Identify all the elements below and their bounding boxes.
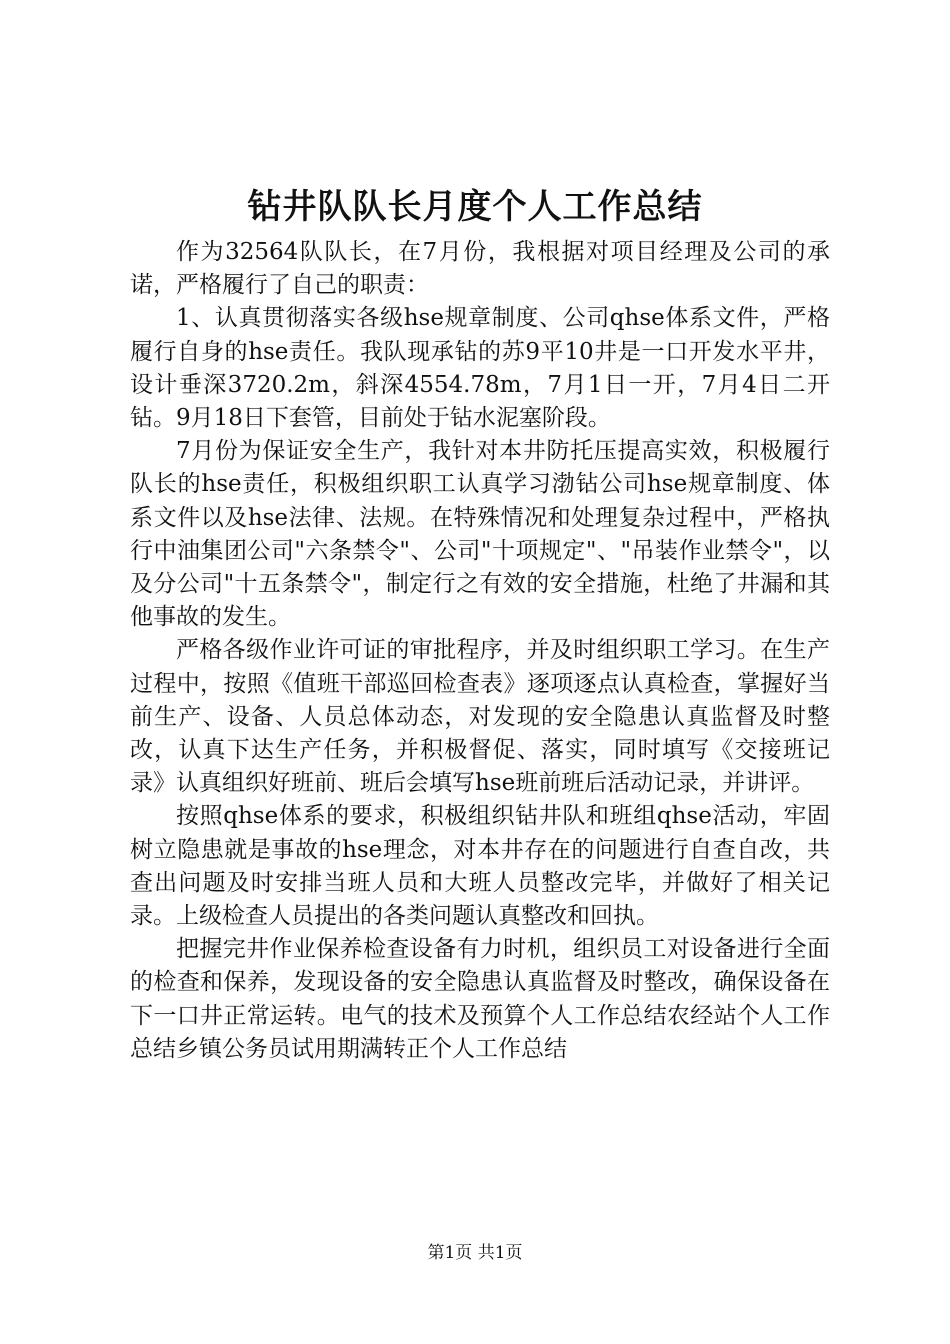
- document-body: [130, 236, 830, 1066]
- paragraph-intro: 作为32564队队长，在7月份，我根据对项目经理及公司的承诺，严格履行了自己的职责：: [130, 239, 830, 299]
- paragraph-hse-duties: 1、认真贯彻落实各级hse规章制度、公司qhse体系文件，严格履行自身的hse责任。我队现承钻的苏9平10井是一口开发水平井，设计垂深3720.2m，斜深4554.78m，7月1日一开，7月4日二开钻。9月18日下套管，目前处于钻水泥塞阶段。: [130, 305, 830, 432]
- page-number-footer: 第1页 共1页: [427, 1243, 523, 1263]
- paragraph-equipment-maintenance: 把握完井作业保养检查设备有力时机，组织员工对设备进行全面的检查和保养，发现设备的安全隐患认真监督及时整改，确保设备在下一口井正常运转。电气的技术及预算个人工作总结农经站个人工作总结乡镇公务员试用期满转正个人工作总结: [130, 936, 830, 1062]
- paragraph-safety-production: 7月份为保证安全生产，我针对本井防托压提高实效，积极履行队长的hse责任，积极组织职工认真学习渤钻公司hse规章制度、体系文件以及hse法律、法规。在特殊情况和处理复杂过程中，严格执行中油集团公司"六条禁令"、公司"十项规定"、"吊装作业禁令"，以及分公司"十五条禁令"，制定行之有效的安全措施，杜绝了井漏和其他事故的发生。: [130, 438, 830, 631]
- document-title: 钻井队队长月度个人工作总结: [247, 187, 703, 227]
- paragraph-qhse-activities: 按照qhse体系的要求，积极组织钻井队和班组qhse活动，牢固树立隐患就是事故的hse理念，对本井存在的问题进行自查自改，共查出问题及时安排当班人员和大班人员整改完毕，并做好了相关记录。上级检查人员提出的各类问题认真整改和回执。: [130, 803, 830, 930]
- paragraph-permit-inspection: 严格各级作业许可证的审批程序，并及时组织职工学习。在生产过程中，按照《值班干部巡回检查表》逐项逐点认真检查，掌握好当前生产、设备、人员总体动态，对发现的安全隐患认真监督及时整改，认真下达生产任务，并积极督促、落实，同时填写《交接班记录》认真组织好班前、班后会填写hse班前班后活动记录，并讲评。: [130, 637, 830, 797]
